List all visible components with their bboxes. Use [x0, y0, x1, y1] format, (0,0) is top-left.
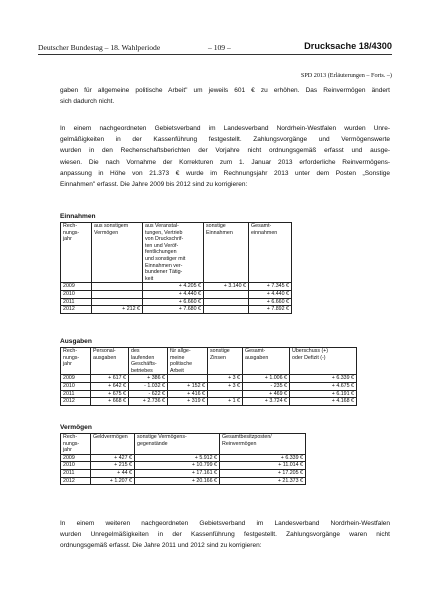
page-number: – 109 – [208, 43, 231, 52]
header-line: keit [145, 275, 154, 282]
value-cell [204, 306, 249, 314]
value-cell [92, 290, 143, 298]
header-line: von Druckschrif- [145, 236, 184, 243]
value-cell: + 5.912 € [135, 454, 220, 462]
column-header [143, 223, 204, 283]
value-cell: + 6.339 € [220, 454, 306, 462]
value-cell: + 319 € [168, 398, 208, 406]
header-line: Rech- [63, 434, 78, 440]
header-line: fentlichungen [145, 249, 177, 256]
column-header [168, 348, 208, 375]
column-header [135, 434, 220, 455]
table-header-row [61, 434, 306, 455]
value-cell: + 386 € [129, 375, 168, 383]
header-line: ausgaben [245, 354, 269, 361]
vermoegen-title: Vermögen [60, 424, 92, 431]
value-cell: + 1 € [208, 398, 243, 406]
header-line: jahr [63, 236, 72, 243]
paragraph-2 [60, 123, 390, 190]
document-number: Drucksache 18/4300 [304, 41, 392, 51]
value-cell: + 427 € [91, 454, 135, 462]
year-cell: 2009 [61, 283, 92, 291]
column-header [61, 348, 91, 375]
header-line: Überschuss (+) [292, 348, 329, 354]
header-line: Zinsen [210, 354, 226, 361]
year-cell: 2012 [61, 398, 91, 406]
value-cell: + 675 € [91, 390, 129, 398]
value-cell: + 3 € [208, 375, 243, 383]
value-cell [168, 375, 208, 383]
value-cell: + 11.014 € [220, 462, 306, 470]
header-line: für allge- [170, 348, 191, 354]
paragraph-3 [60, 518, 390, 552]
value-cell: + 416 € [168, 390, 208, 398]
value-cell: + 20.166 € [135, 477, 220, 485]
year-cell: 2010 [61, 290, 92, 298]
header-line: Geldvermögen [93, 434, 128, 440]
value-cell: + 6.660 € [143, 298, 204, 306]
year-cell: 2009 [61, 375, 91, 383]
header-line: sonstige [210, 348, 230, 354]
text-line: wiesen. Die nach Vornahme der Korrekturen zum 1. Januar 2013 erforderliche Reinvermögens- [60, 158, 390, 166]
header-line: bundener Tätig- [145, 269, 183, 276]
header-line: jahr [63, 447, 72, 454]
column-header [61, 223, 92, 283]
table-row [61, 469, 306, 477]
header-line: ausgaben [93, 354, 117, 361]
value-cell: + 4.205 € [143, 283, 204, 291]
header-line: Gesamt- [245, 348, 266, 354]
table-row [61, 382, 357, 390]
table-row [61, 390, 357, 398]
header-line: Gesamt- [251, 223, 272, 229]
value-cell: + 6.660 € [249, 298, 292, 306]
year-cell: 2010 [61, 462, 91, 470]
table-row [61, 298, 292, 306]
year-cell: 2012 [61, 477, 91, 485]
table-row [61, 306, 292, 314]
header-line: meine [170, 354, 185, 361]
header-line: Personal- [93, 348, 116, 354]
value-cell: + 1.006 € [243, 375, 290, 383]
value-cell: + 4.675 € [290, 382, 357, 390]
table-header-row [61, 223, 292, 283]
value-cell: + 3 € [208, 382, 243, 390]
header-line: jahr [63, 361, 72, 368]
value-cell: + 6.191 € [290, 390, 357, 398]
value-cell: + 44 € [91, 469, 135, 477]
column-header [243, 348, 290, 375]
value-cell: + 1.207 € [91, 477, 135, 485]
value-cell: - 235 € [243, 382, 290, 390]
year-cell: 2010 [61, 382, 91, 390]
value-cell: + 4.168 € [290, 398, 357, 406]
header-line: aus Veranstal- [145, 223, 179, 229]
ausgaben-table [60, 347, 357, 406]
value-cell: + 17.161 € [135, 469, 220, 477]
header-line: Einnahmen [206, 229, 233, 236]
text-line: In einem nachgeordneten Gebietsverband im Landesverband Nordrhein-Westfalen wurden Unre- [60, 125, 390, 132]
header-line: einnahmen [251, 229, 278, 236]
value-cell: + 2.736 € [129, 398, 168, 406]
table-row [61, 454, 306, 462]
header-line: laufenden [131, 354, 155, 361]
text-line: gaben für allgemeine politische Arbeit" um jeweils 601 € zu erhöhen. Das Reinvermögen ändert [60, 87, 390, 94]
value-cell: + 152 € [168, 382, 208, 390]
value-cell: - 622 € [129, 390, 168, 398]
table-row [61, 375, 357, 383]
value-cell [92, 298, 143, 306]
value-cell: + 212 € [92, 306, 143, 314]
column-header [208, 348, 243, 375]
ausgaben-title: Ausgaben [60, 338, 92, 345]
header-line: tungen, Vertrieb [145, 229, 183, 236]
value-cell: + 215 € [91, 462, 135, 470]
page-header [38, 41, 392, 53]
year-cell: 2011 [61, 390, 91, 398]
value-cell: + 4.440 € [249, 290, 292, 298]
value-cell: + 617 € [91, 375, 129, 383]
year-cell: 2012 [61, 306, 92, 314]
text-line: sich dadurch nicht. [60, 98, 115, 106]
header-line: Reinvermögen [222, 440, 257, 447]
value-cell: + 3.724 € [243, 398, 290, 406]
value-cell: + 3.140 € [204, 283, 249, 291]
text-line: wurden Unregelmäßigkeiten in der Kassenführung festgestellt. Zahlungsvorgänge waren nicht [60, 531, 390, 539]
value-cell: + 10.799 € [135, 462, 220, 470]
header-rule [38, 54, 392, 55]
header-line: des [131, 348, 140, 354]
table-row [61, 462, 306, 470]
paragraph-1 [60, 85, 390, 107]
header-line: sonstige Vermögens- [137, 434, 187, 440]
text-line: wurden in den Rechenschaftsberichten der Vorjahre nicht ordnungsgemäß erfasst und ausge- [60, 147, 390, 155]
header-line: nungs- [63, 440, 80, 447]
text-line: gelmäßigkeiten in der Kassenführung festgestellt. Zahlungsvorgänge und Vermögenswerte [60, 136, 390, 144]
column-header [91, 348, 129, 375]
einnahmen-table [60, 222, 292, 314]
column-header [92, 223, 143, 283]
header-line: nungs- [63, 354, 80, 361]
table-row [61, 398, 357, 406]
header-line: Arbeit [170, 367, 184, 374]
text-line: In einem weiteren nachgeordneten Gebietsverband im Landesverband Nordrhein-Westfalen [60, 520, 390, 527]
text-line: ordnungsgemäß erfasst. Die Jahre 2011 und 2012 sind zu korrigieren: [60, 542, 262, 550]
einnahmen-title: Einnahmen [60, 213, 96, 220]
column-header [220, 434, 306, 455]
header-left: Deutscher Bundestag – 18. Wahlperiode [38, 43, 161, 52]
year-cell: 2009 [61, 454, 91, 462]
table-row [61, 290, 292, 298]
header-line: Einnahmen ver- [145, 262, 183, 269]
value-cell: + 7.892 € [249, 306, 292, 314]
value-cell: + 7.680 € [143, 306, 204, 314]
value-cell: + 642 € [91, 382, 129, 390]
header-line: Rech- [63, 348, 78, 354]
column-header [290, 348, 357, 375]
header-line: Gesamtbesitzposten/ [222, 434, 272, 440]
value-cell [92, 283, 143, 291]
header-line: aus sonstigem [94, 223, 129, 229]
value-cell: + 6.339 € [290, 375, 357, 383]
value-cell [204, 298, 249, 306]
text-line: anpassung in Höhe von 21.373 € wurde im Rechnungsjahr 2013 unter dem Posten „Sonstige [60, 169, 390, 177]
value-cell [208, 390, 243, 398]
table-row [61, 283, 292, 291]
column-header [204, 223, 249, 283]
header-line: Vermögen [94, 229, 119, 236]
header-line: Rech- [63, 223, 78, 229]
header-line: und sonstiger mit [145, 255, 186, 262]
table-header-row [61, 348, 357, 375]
value-cell: + 668 € [91, 398, 129, 406]
column-header [61, 434, 91, 455]
header-line: oder Defizit (-) [292, 354, 326, 361]
text-line: Einnahmen" erfasst. Die Jahre 2009 bis 2012 sind zu korrigieren: [60, 181, 248, 189]
section-subheader: SPD 2013 (Erläuterungen – Forts. –) [300, 72, 392, 79]
value-cell: + 17.205 € [220, 469, 306, 477]
value-cell: + 469 € [243, 390, 290, 398]
header-line: sonstige [206, 223, 226, 229]
value-cell: + 7.345 € [249, 283, 292, 291]
header-line: ten und Veröf- [145, 242, 179, 249]
header-line: nungs- [63, 229, 80, 236]
header-line: betriebes [131, 367, 153, 374]
column-header [249, 223, 292, 283]
year-cell: 2011 [61, 469, 91, 477]
header-line: Geschäfts- [131, 361, 157, 368]
header-line: politische [170, 361, 193, 368]
header-line: gegenstände [137, 440, 168, 447]
vermoegen-table [60, 433, 306, 485]
value-cell: - 1.032 € [129, 382, 168, 390]
value-cell [204, 290, 249, 298]
column-header [91, 434, 135, 455]
table-row [61, 477, 306, 485]
value-cell: + 4.440 € [143, 290, 204, 298]
year-cell: 2011 [61, 298, 92, 306]
column-header [129, 348, 168, 375]
value-cell: + 21.373 € [220, 477, 306, 485]
